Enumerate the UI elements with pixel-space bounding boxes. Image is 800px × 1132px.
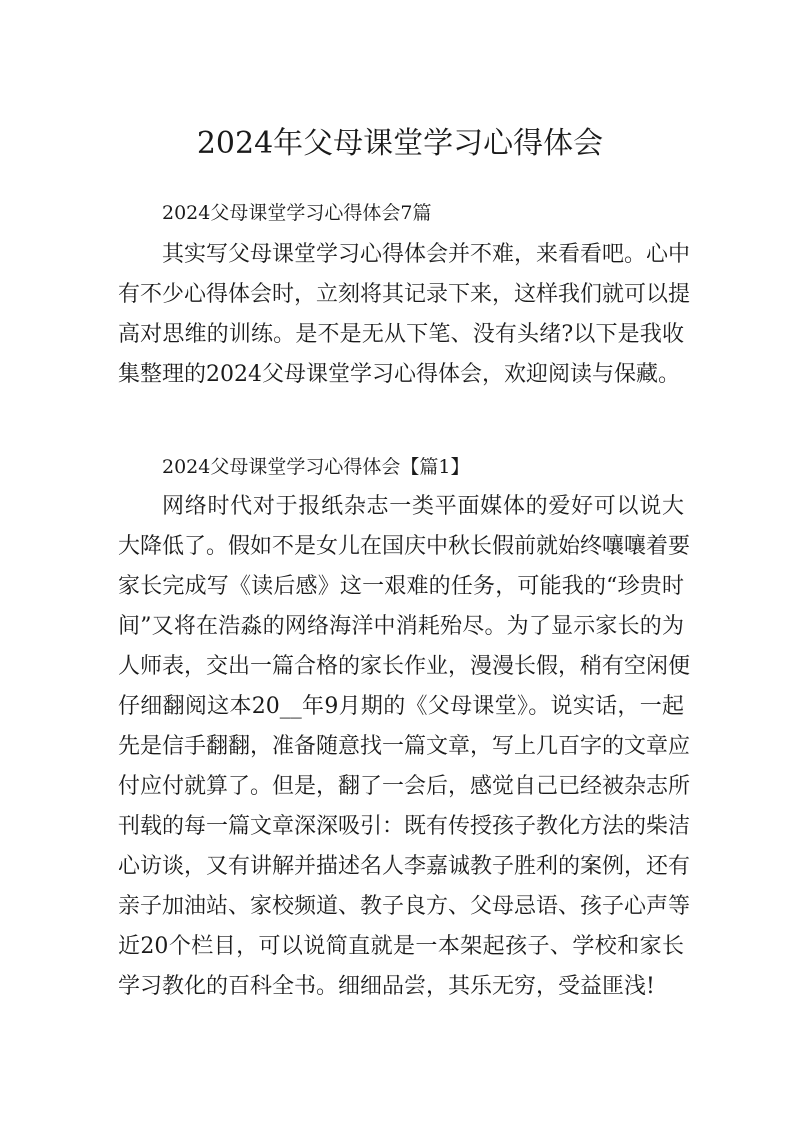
section-paragraph — [118, 487, 691, 1007]
section-line: 间”又将在浩淼的网络海洋中消耗殆尽。为了显示家长的为 — [118, 614, 684, 639]
section-line: 心访谈，又有讲解并描述名人李嘉诚教子胜利的案例，还有 — [118, 854, 691, 879]
section-line: 刊载的每一篇文章深深吸引：既有传授孩子教化方法的柴洁 — [118, 814, 691, 839]
section-line: 仔细翻阅这本20__年9月期的《父母课堂》。说实话，一起 — [118, 694, 684, 719]
section-line: 学习教化的百科全书。细细品尝，其乐无穷，受益匪浅! — [118, 974, 655, 999]
document-subtitle: 2024父母课堂学习心得体会7篇 — [162, 202, 432, 224]
section-line: 家长完成写《读后感》这一艰难的任务，可能我的“珍贵时 — [118, 574, 684, 599]
section-line: 大降低了。假如不是女儿在国庆中秋长假前就始终嚷嚷着要 — [118, 534, 691, 559]
intro-line: 有不少心得体会时，立刻将其记录下来，这样我们就可以提 — [118, 282, 691, 307]
section-line: 近20个栏目，可以说简直就是一本架起孩子、学校和家长 — [118, 934, 684, 959]
intro-line: 高对思维的训练。是不是无从下笔、没有头绪?以下是我收 — [118, 322, 684, 347]
section-line: 人师表，交出一篇合格的家长作业，漫漫长假，稍有空闲便 — [118, 654, 691, 679]
document-title: 2024年父母课堂学习心得体会 — [196, 126, 604, 161]
intro-line: 集整理的2024父母课堂学习心得体会，欢迎阅读与保藏。 — [118, 362, 680, 387]
section-heading: 2024父母课堂学习心得体会【篇1】 — [162, 456, 470, 478]
section-line: 亲子加油站、家校频道、教子良方、父母忌语、孩子心声等 — [118, 894, 691, 919]
section-line: 网络时代对于报纸杂志一类平面媒体的爱好可以说大 — [162, 494, 684, 519]
intro-line: 其实写父母课堂学习心得体会并不难，来看看吧。心中 — [162, 242, 691, 267]
section-line: 付应付就算了。但是，翻了一会后，感觉自己已经被杂志所 — [118, 774, 691, 799]
section-line: 先是信手翻翻，准备随意找一篇文章，写上几百字的文章应 — [118, 734, 691, 759]
intro-paragraph — [118, 235, 691, 395]
